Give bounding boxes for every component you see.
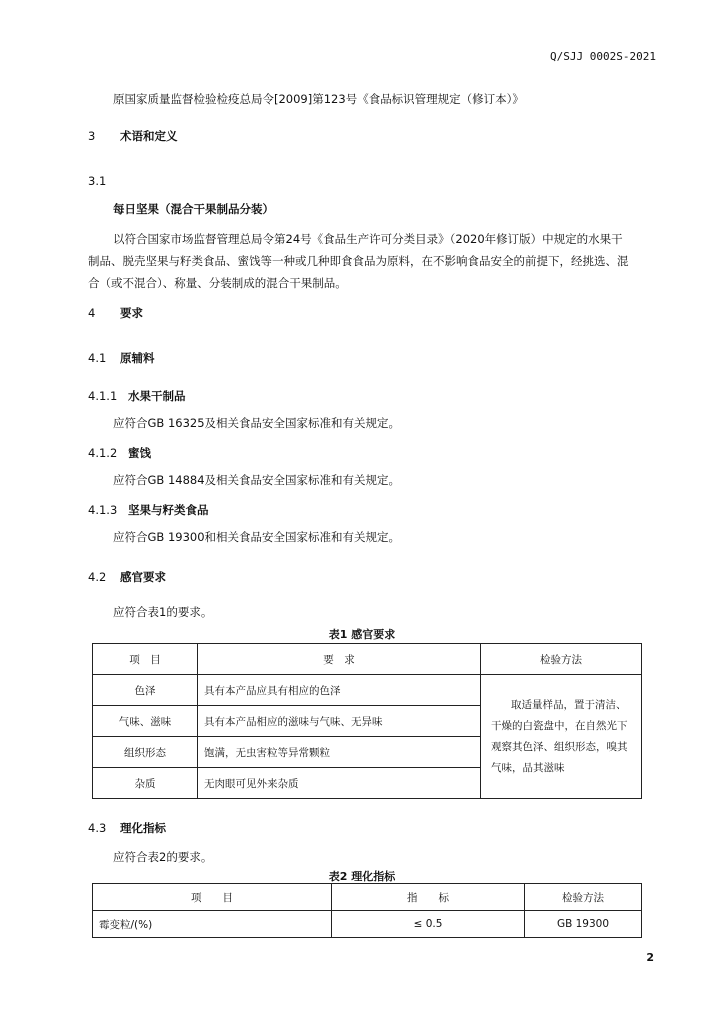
- section-4-1-1-heading: [88, 388, 186, 404]
- section-3-1-number: 3.1: [88, 174, 107, 188]
- table-1-caption: 表1 感官要求: [328, 628, 396, 641]
- section-title: 坚果与籽类食品: [128, 503, 209, 517]
- section-4-heading: [88, 305, 143, 321]
- table-cell-requirement: 具有本产品应具有相应的色泽: [198, 675, 481, 706]
- table-1-sensory: [92, 643, 642, 799]
- table-cell-requirement: 无肉眼可见外来杂质: [198, 768, 481, 799]
- section-number: 3: [88, 129, 96, 143]
- section-number: 4.1.2: [88, 446, 118, 460]
- table-cell-requirement: 饱满，无虫害粒等异常颗粒: [198, 737, 481, 768]
- section-4-1-3-heading: [88, 502, 209, 518]
- table-cell-item: 杂质: [93, 768, 198, 799]
- table-header-cell: 项 目: [93, 644, 198, 675]
- table-cell-item: 组织形态: [93, 737, 198, 768]
- section-4-1-2-text: 应符合GB 14884及相关食品安全国家标准和有关规定。: [113, 473, 401, 487]
- table-cell-item: 气味、滋味: [93, 706, 198, 737]
- table-row: [93, 911, 642, 938]
- table-2-caption: 表2 理化指标: [328, 870, 396, 883]
- table-cell-method: 取适量样品，置于清洁、干燥的白瓷盘中，在自然光下观察其色泽、组织形态，嗅其气味，品其滋味: [481, 675, 642, 799]
- section-title: 术语和定义: [120, 129, 178, 143]
- section-number: 4: [88, 306, 96, 320]
- table-header-cell: 要 求: [198, 644, 481, 675]
- table-header-cell: 指 标: [332, 884, 525, 911]
- section-number: 4.1.3: [88, 503, 118, 517]
- section-4-1-3-text: 应符合GB 19300和相关食品安全国家标准和有关规定。: [113, 530, 401, 544]
- table-cell-value: ≤ 0.5: [332, 911, 525, 938]
- section-title: 水果干制品: [128, 389, 186, 403]
- section-4-1-2-heading: [88, 445, 151, 461]
- table-cell-requirement: 具有本产品相应的滋味与气味、无异味: [198, 706, 481, 737]
- section-number: 4.3: [88, 821, 107, 835]
- term-definition: 以符合国家市场监督管理总局令第24号《食品生产许可分类目录》（2020年修订版）中规定的水果干制品、脱壳坚果与籽类食品、蜜饯等一种或几种即食食品为原料，在不影响食品安全的前提下，经挑选、混合（或不混合）、称量、分装制成的混合干果制品。: [88, 232, 629, 290]
- section-4-2-heading: [88, 569, 166, 585]
- section-3-heading: [88, 128, 178, 144]
- section-number: 4.1.1: [88, 389, 118, 403]
- table-header-cell: 检验方法: [481, 644, 642, 675]
- table-header-row: [93, 884, 642, 911]
- section-title: 感官要求: [120, 570, 166, 584]
- section-title: 要求: [120, 306, 143, 320]
- term-title: 每日坚果（混合干果制品分装）: [113, 202, 274, 216]
- table-header-row: [93, 644, 642, 675]
- table-2-physicochemical: [92, 883, 642, 938]
- section-4-3-heading: [88, 820, 166, 836]
- section-4-2-text: 应符合表1的要求。: [113, 605, 213, 619]
- section-title: 原辅料: [120, 351, 155, 365]
- section-4-1-heading: [88, 350, 155, 366]
- section-number: 4.1: [88, 351, 107, 365]
- table-cell-method: GB 19300: [525, 911, 642, 938]
- table-row: [93, 675, 642, 706]
- page-number: 2: [646, 951, 654, 964]
- table-cell-item: 色泽: [93, 675, 198, 706]
- reference-line: 原国家质量监督检验检疫总局令[2009]第123号《食品标识管理规定（修订本）》: [113, 92, 524, 106]
- section-title: 蜜饯: [128, 446, 151, 460]
- section-4-1-1-text: 应符合GB 16325及相关食品安全国家标准和有关规定。: [113, 416, 401, 430]
- table-cell-item: 霉变粒/(%): [93, 911, 332, 938]
- table-header-cell: 检验方法: [525, 884, 642, 911]
- doc-code-header: Q/SJJ 0002S-2021: [550, 50, 656, 63]
- table-header-cell: 项 目: [93, 884, 332, 911]
- section-title: 理化指标: [120, 821, 166, 835]
- section-4-3-text: 应符合表2的要求。: [113, 850, 213, 864]
- section-number: 4.2: [88, 570, 107, 584]
